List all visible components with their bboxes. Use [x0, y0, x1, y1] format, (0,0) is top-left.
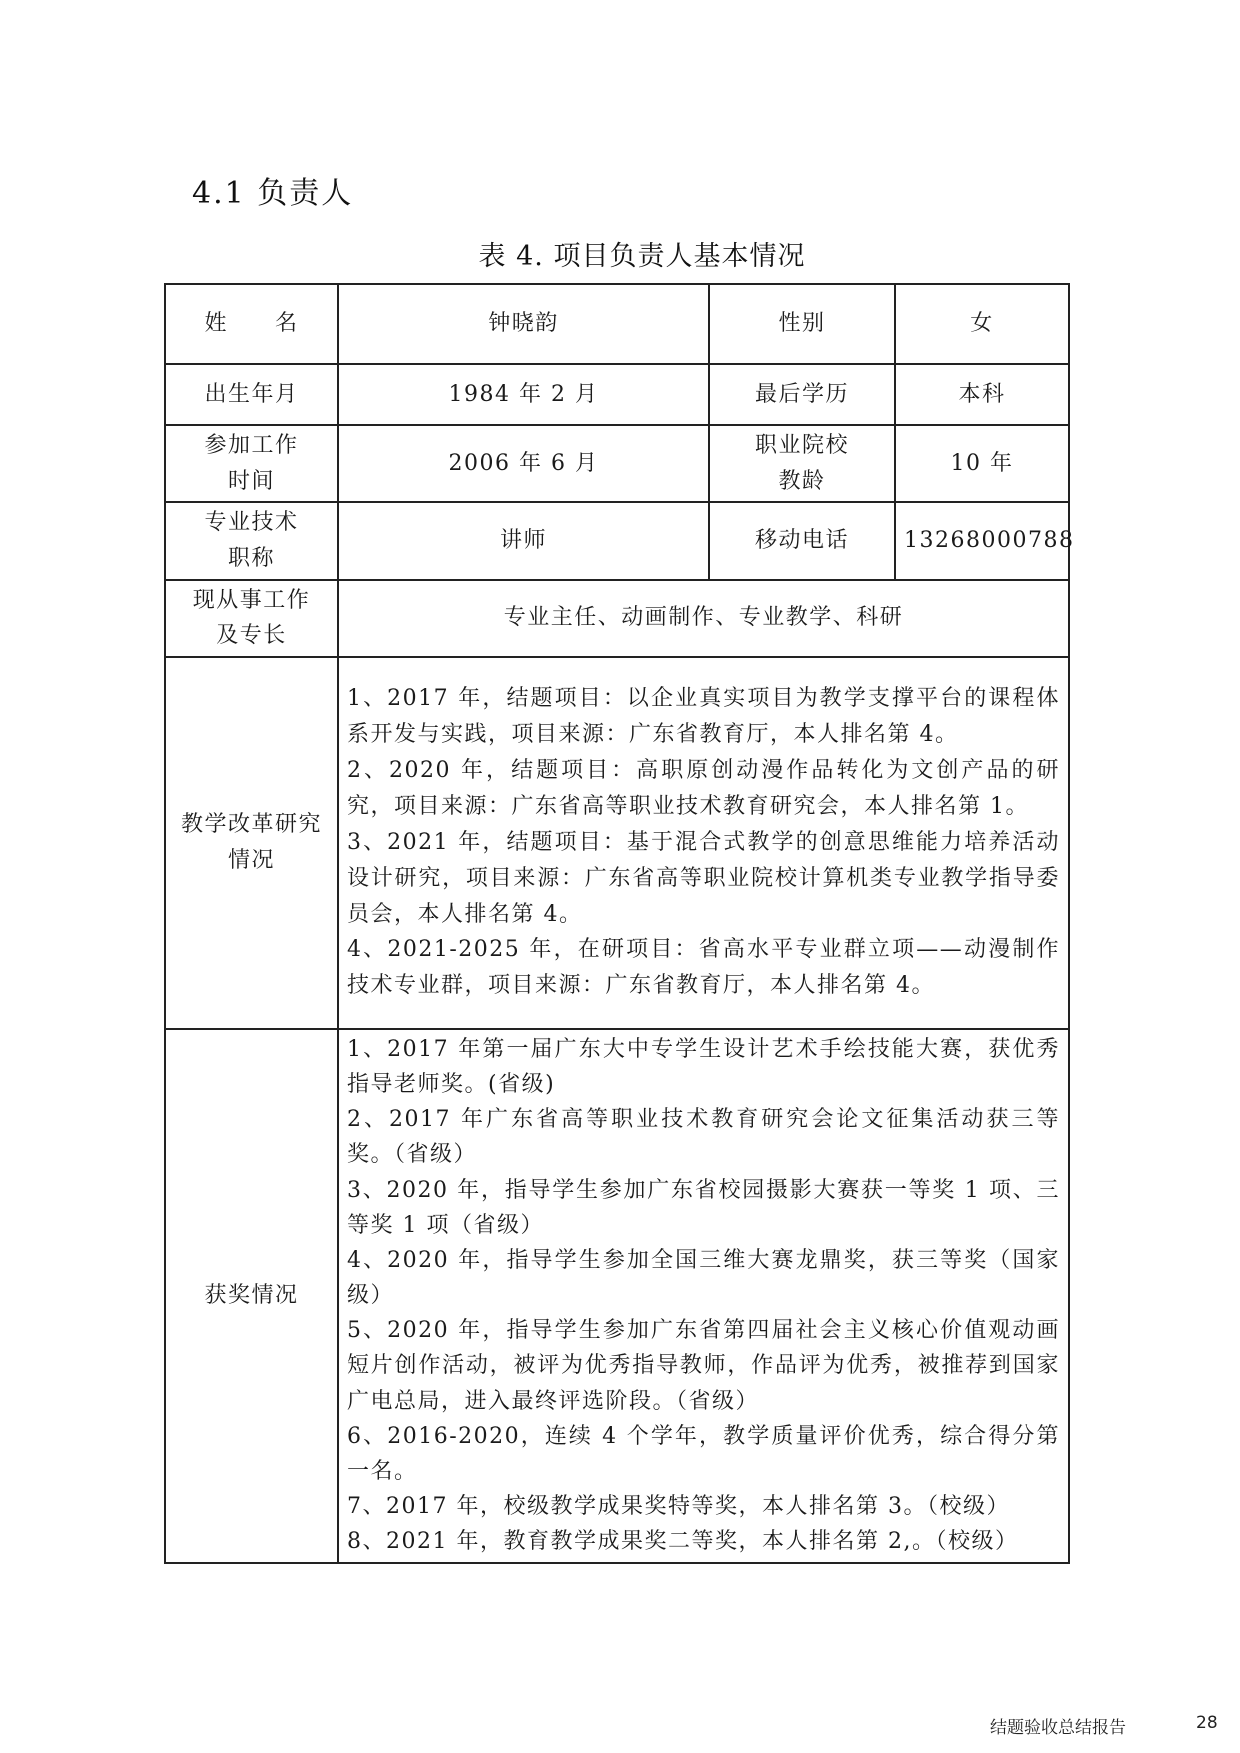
gender-label: 性别 [709, 284, 895, 364]
teaching-age-label-line1: 职业院校 [754, 433, 849, 458]
footer-report-title: 结题验收总结报告 [990, 1718, 1126, 1738]
research-label-line2: 情况 [227, 847, 275, 873]
table-row [165, 580, 1069, 657]
section-heading: 4.1 负责人 [192, 176, 354, 211]
title-label [165, 502, 338, 579]
table-row [165, 1029, 1069, 1563]
title-label-line1: 专业技术 [204, 510, 299, 536]
work-start-label [165, 425, 338, 502]
table-row [165, 364, 1069, 425]
research-item: 1、2017 年，结题项目：以企业真实项目为教学支撑平台的课程体系开发与实践，项目来源：广东省教育厅，本人排名第 4。 [347, 686, 1060, 748]
leader-info-table [164, 283, 1075, 1564]
page-number: 28 [1196, 1713, 1218, 1733]
research-item: 2、2020 年，结题项目：高职原创动漫作品转化为文创产品的研究，项目来源：广东省高等职业技术教育研究会，本人排名第 1。 [347, 758, 1060, 819]
teaching-age-value: 10 年 [895, 425, 1069, 502]
award-item: 5、2020 年，指导学生参加广东省第四届社会主义核心价值观动画短片创作活动，被评为优秀指导教师，作品评为优秀，被推荐到国家广电总局，进入最终评选阶段。（省级） [347, 1318, 1060, 1414]
awards-content [338, 1029, 1069, 1563]
birth-label: 出生年月 [165, 364, 338, 425]
phone-label: 移动电话 [709, 502, 895, 579]
name-label: 姓 名 [165, 284, 338, 364]
table-row [165, 284, 1069, 364]
work-start-label-line1: 参加工作 [204, 433, 299, 458]
teaching-age-label [709, 425, 895, 502]
awards-label: 获奖情况 [165, 1029, 338, 1563]
title-label-line2: 职称 [227, 545, 275, 571]
research-label [165, 657, 338, 1029]
research-label-line1: 教学改革研究 [180, 812, 322, 838]
table-caption: 表 4. 项目负责人基本情况 [478, 241, 806, 272]
teaching-age-label-line2: 教龄 [778, 468, 826, 494]
name-value: 钟晓韵 [338, 284, 709, 364]
current-work-value: 专业主任、动画制作、专业教学、科研 [338, 580, 1069, 657]
award-item: 4、2020 年，指导学生参加全国三维大赛龙鼎奖，获三等奖（国家级） [347, 1247, 1060, 1309]
award-item: 7、2017 年，校级教学成果奖特等奖，本人排名第 3。（校级） [347, 1494, 1010, 1520]
education-label: 最后学历 [709, 364, 895, 425]
award-item: 1、2017 年第一届广东大中专学生设计艺术手绘技能大赛，获优秀指导老师奖。(省级) [347, 1036, 1060, 1097]
education-value: 本科 [895, 364, 1069, 425]
current-work-label-line1: 现从事工作 [192, 587, 311, 613]
award-item: 8、2021 年，教育教学成果奖二等奖，本人排名第 2,。（校级） [347, 1529, 1019, 1555]
work-start-label-line2: 时间 [227, 468, 275, 494]
award-item: 6、2016-2020，连续 4 个学年，教学质量评价优秀，综合得分第一名。 [347, 1423, 1060, 1484]
work-start-value: 2006 年 6 月 [338, 425, 709, 502]
research-content [338, 657, 1069, 1029]
current-work-label-line2: 及专长 [216, 623, 287, 649]
table-row [165, 657, 1069, 1029]
research-item: 4、2021-2025 年，在研项目：省高水平专业群立项——动漫制作技术专业群，项目来源：广东省教育厅，本人排名第 4。 [347, 937, 1060, 999]
table-row [165, 502, 1069, 579]
award-item: 3、2020 年，指导学生参加广东省校园摄影大赛获一等奖 1 项、三等奖 1 项（省级） [347, 1177, 1060, 1238]
phone-value: 13268000788 [895, 502, 1069, 579]
research-item: 3、2021 年，结题项目：基于混合式教学的创意思维能力培养活动设计研究，项目来源：广东省高等职业院校计算机类专业教学指导委员会，本人排名第 4。 [347, 829, 1060, 927]
birth-value: 1984 年 2 月 [338, 364, 709, 425]
award-item: 2、2017 年广东省高等职业技术教育研究会论文征集活动获三等奖。（省级） [347, 1107, 1060, 1168]
title-value: 讲师 [338, 502, 709, 579]
current-work-label [165, 580, 338, 657]
gender-value: 女 [895, 284, 1069, 364]
table-row [165, 425, 1069, 502]
